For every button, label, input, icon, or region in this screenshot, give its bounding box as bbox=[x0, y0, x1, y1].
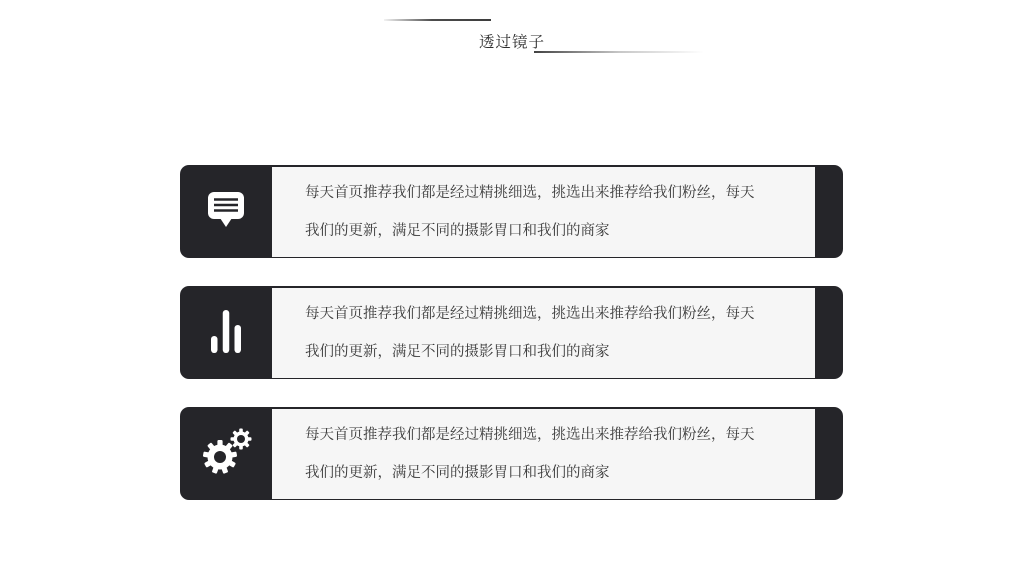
info-card-recommend bbox=[180, 165, 843, 258]
chat-bubble-icon bbox=[207, 189, 245, 234]
card-text-line: 我们的更新，满足不同的摄影胃口和我们的商家 bbox=[305, 464, 610, 481]
card-text-panel bbox=[272, 167, 815, 257]
gears-icon bbox=[200, 426, 252, 481]
card-text-line: 我们的更新，满足不同的摄影胃口和我们的商家 bbox=[305, 222, 610, 239]
card-text-line: 每天首页推荐我们都是经过精挑细选，挑选出来推荐给我们粉丝，每天 bbox=[305, 426, 755, 443]
title-decor-line-top bbox=[384, 19, 491, 21]
card-text-panel bbox=[272, 409, 815, 499]
card-icon-box bbox=[180, 286, 272, 379]
title-decor-line-bottom bbox=[534, 51, 704, 53]
info-card-stats bbox=[180, 286, 843, 379]
card-text-line: 每天首页推荐我们都是经过精挑细选，挑选出来推荐给我们粉丝，每天 bbox=[305, 184, 755, 201]
card-icon-box bbox=[180, 165, 272, 258]
page-title: 透过镜子 bbox=[478, 34, 545, 51]
info-card-settings bbox=[180, 407, 843, 500]
card-text-panel bbox=[272, 288, 815, 378]
card-icon-box bbox=[180, 407, 272, 500]
card-text-line: 每天首页推荐我们都是经过精挑细选，挑选出来推荐给我们粉丝，每天 bbox=[305, 305, 755, 322]
card-text-line: 我们的更新，满足不同的摄影胃口和我们的商家 bbox=[305, 343, 610, 360]
bar-chart-icon bbox=[211, 307, 241, 358]
